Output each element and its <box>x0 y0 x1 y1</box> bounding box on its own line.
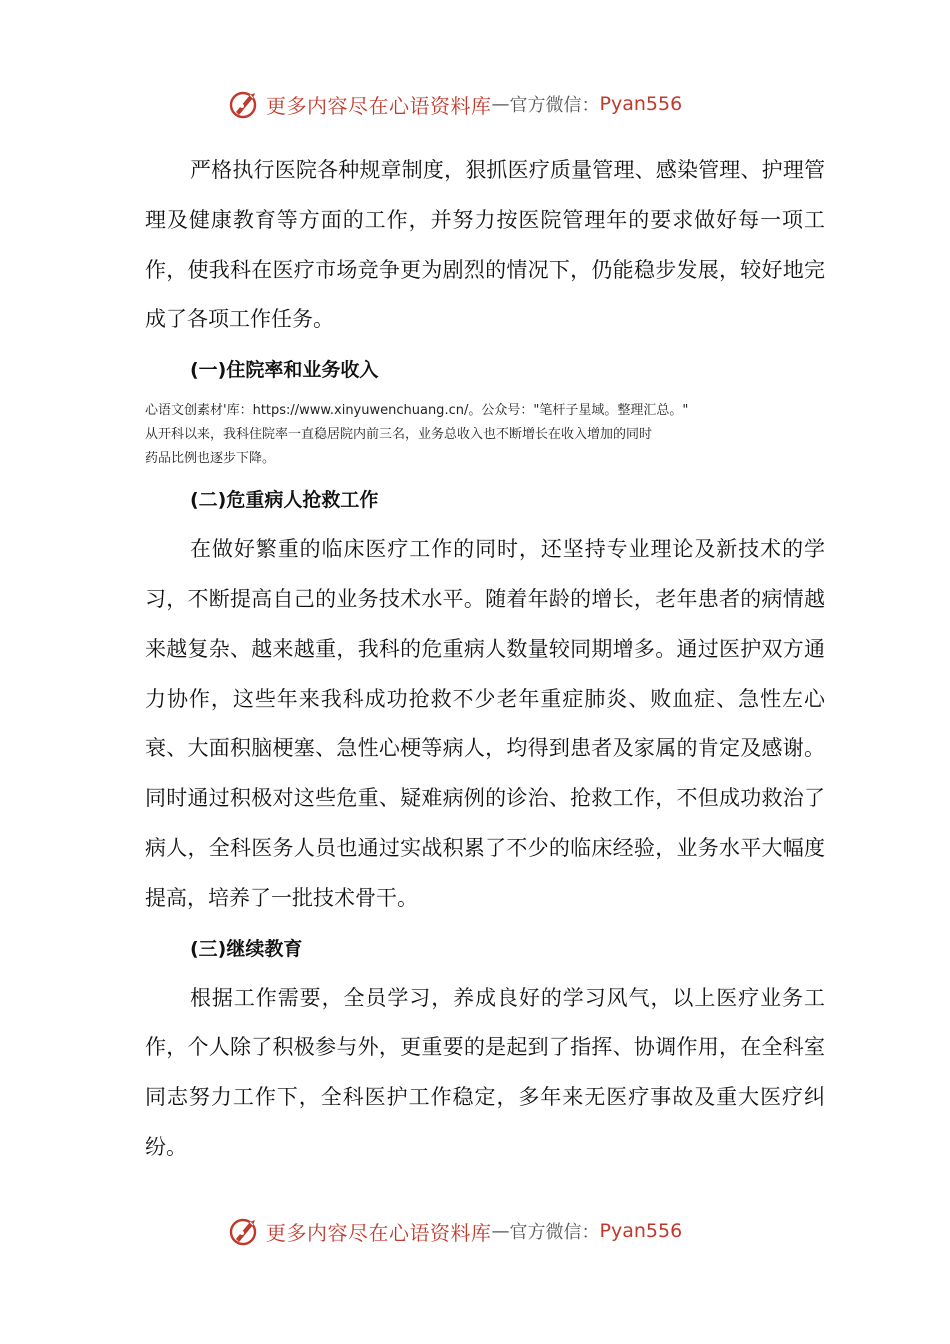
document-body <box>145 146 825 1173</box>
banner-separator: — <box>491 93 510 115</box>
note-line: 药品比例也逐步下降。 <box>145 451 276 467</box>
paragraph-education: 根据工作需要，全员学习，养成良好的学习风气，以上医疗业务工作，个人除了积极参与外，更重要的是起到了指挥、协调作用，在全科室同志努力工作下，全科医护工作稳定，多年来无医疗事故及重大医疗纠纷。 <box>145 985 825 1159</box>
banner-wechat-id: Pyan556 <box>599 1220 683 1242</box>
note-line: 心语文创素材'库：https://www.xinyuwenchuang.cn/。公众号："笔杆子星域。整理汇总。" <box>145 403 689 419</box>
inline-note <box>145 399 825 471</box>
footer-banner <box>228 1211 748 1251</box>
paragraph-critical-care: 在做好繁重的临床医疗工作的同时，还坚持专业理论及新技术的学习，不断提高自己的业务技术水平。随着年龄的增长，老年患者的病情越来越复杂、越来越重，我科的危重病人数量较同期增多。通过医护双方通力协作，这些年来我科成功抢救不少老年重症肺炎、败血症、急性左心衰、大面积脑梗塞、急性心梗等病人，均得到患者及家属的肯定及感谢。同时通过积极对这些危重、疑难病例的诊治、抢救工作，不但成功救治了病人，全科医务人员也通过实战积累了不少的临床经验，业务水平大幅度提高，培养了一批技术骨干。 <box>145 537 825 910</box>
pen-logo-icon <box>228 1214 262 1248</box>
section-heading-2: (二)危重病人抢救工作 <box>190 489 379 512</box>
paragraph-intro: 严格执行医院各种规章制度，狠抓医疗质量管理、感染管理、护理管理及健康教育等方面的工作，并努力按医院管理年的要求做好每一项工作，使我科在医疗市场竞争更为剧烈的情况下，仍能稳步发展，较好地完成了各项工作任务。 <box>145 158 825 332</box>
banner-wechat-label: 官方微信： <box>509 1222 600 1243</box>
note-line: 从开科以来，我科住院率一直稳居院内前三名，业务总收入也不断增长在收入增加的同时 <box>145 427 653 443</box>
banner-title: 更多内容尽在心语资料库 <box>266 1220 492 1245</box>
banner-wechat-label: 官方微信： <box>509 95 600 116</box>
pen-logo-icon <box>228 87 262 121</box>
banner-separator: — <box>491 1220 510 1242</box>
banner-wechat-id: Pyan556 <box>599 93 683 115</box>
header-banner <box>228 84 748 124</box>
banner-title: 更多内容尽在心语资料库 <box>266 93 492 118</box>
section-heading-3: (三)继续教育 <box>190 937 303 960</box>
section-heading-1: (一)住院率和业务收入 <box>190 359 379 382</box>
